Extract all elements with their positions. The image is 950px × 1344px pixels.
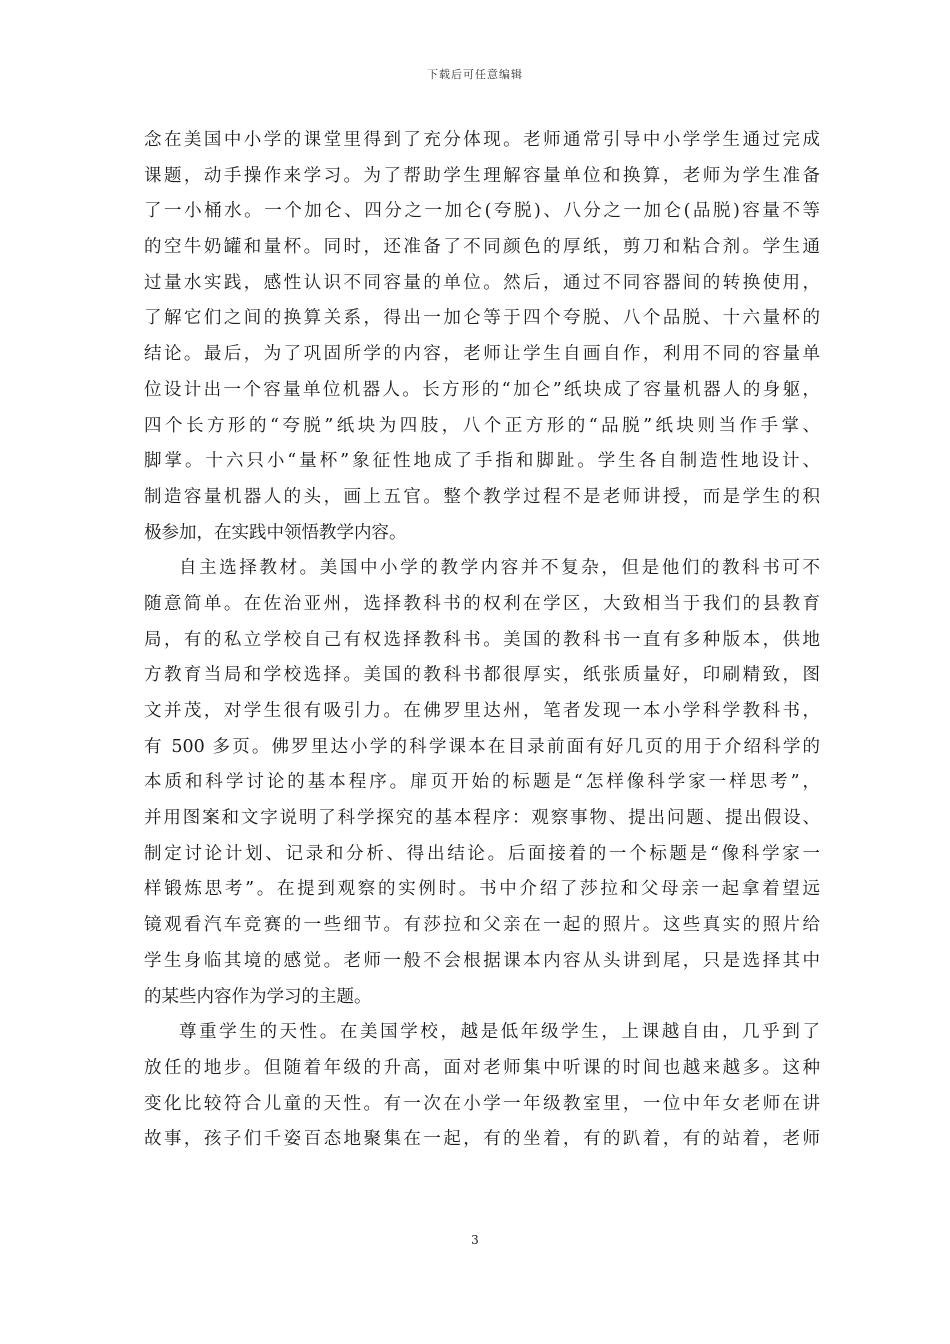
- paragraph: [144, 551, 820, 1015]
- text-line: 学生身临其境的感觉。老师一般不会根据课本内容从头讲到尾，只是选择其中: [144, 950, 820, 971]
- text-line: 故事，孩子们千姿百态地聚集在一起，有的坐着，有的趴着，有的站着，老师: [144, 1129, 820, 1150]
- text-line: 了解它们之间的换算关系，得出一加仑等于四个夸脱、八个品脱、十六量杯的: [144, 308, 820, 329]
- text-line: 制定讨论计划、记录和分析、得出结论。后面接着的一个标题是“像科学家一: [144, 843, 820, 864]
- body-text: [144, 123, 820, 1158]
- text-line: 局，有的私立学校自己有权选择教科书。美国的教科书一直有多种版本，供地: [144, 629, 820, 650]
- text-line: 有 500 多页。佛罗里达小学的科学课本在目录前面有好几页的用于介绍科学的: [144, 736, 820, 757]
- text-line: 随意简单。在佐治亚州，选择教科书的权利在学区，大致相当于我们的县教育: [144, 593, 820, 614]
- text-line: 制造容量机器人的头，画上五官。整个教学过程不是老师讲授，而是学生的积: [144, 486, 820, 507]
- text-line: 脚掌。十六只小“量杯”象征性地成了手指和脚趾。学生各自制造性地设计、: [144, 451, 820, 472]
- paragraph: [144, 1015, 820, 1158]
- text-line: 样锻炼思考”。在提到观察的实例时。书中介绍了莎拉和父母亲一起拿着望远: [144, 879, 820, 900]
- text-line: 本质和科学讨论的基本程序。扉页开始的标题是“怎样像科学家一样思考”，: [144, 772, 820, 793]
- text-line: 自主选择教材。美国中小学的教学内容并不复杂，但是他们的教科书可不: [179, 558, 820, 579]
- text-line: 方教育当局和学校选择。美国的教科书都很厚实，纸张质量好，印刷精致，图: [144, 665, 820, 686]
- page-header: 下载后可任意编辑: [427, 68, 523, 81]
- text-line: 的某些内容作为学习的主题。: [144, 986, 372, 1007]
- paragraph: [144, 123, 820, 551]
- text-line: 并用图案和文字说明了科学探究的基本程序：观察事物、提出问题、提出假设、: [144, 808, 820, 829]
- text-line: 位设计出一个容量单位机器人。长方形的“加仑”纸块成了容量机器人的身躯，: [144, 379, 820, 400]
- text-line: 文并茂，对学生很有吸引力。在佛罗里达州，笔者发现一本小学科学教科书，: [144, 701, 820, 721]
- page-number: 3: [471, 1233, 479, 1247]
- text-line: 的空牛奶罐和量杯。同时，还准备了不同颜色的厚纸，剪刀和粘合剂。学生通: [144, 237, 820, 258]
- text-line: 放任的地步。但随着年级的升高，面对老师集中听课的时间也越来越多。这种: [144, 1057, 820, 1078]
- text-line: 过量水实践，感性认识不同容量的单位。然后，通过不同容器间的转换使用，: [144, 272, 820, 293]
- text-line: 镜观看汽车竞赛的一些细节。有莎拉和父亲在一起的照片。这些真实的照片给: [144, 915, 820, 936]
- text-line: 变化比较符合儿童的天性。有一次在小学一年级教室里，一位中年女老师在讲: [144, 1093, 820, 1114]
- text-line: 结论。最后，为了巩固所学的内容，老师让学生自画自作，利用不同的容量单: [144, 344, 820, 365]
- text-line: 尊重学生的天性。在美国学校，越是低年级学生，上课越自由，几乎到了: [179, 1022, 820, 1043]
- text-line: 课题，动手操作来学习。为了帮助学生理解容量单位和换算，老师为学生准备: [144, 165, 820, 186]
- text-line: 极参加，在实践中领悟教学内容。: [144, 522, 407, 543]
- text-line: 了一小桶水。一个加仑、四分之一加仑(夸脱)、八分之一加仑(品脱)容量不等: [144, 201, 820, 222]
- text-line: 四个长方形的“夸脱”纸块为四肢，八个正方形的“品脱”纸块则当作手掌、: [144, 415, 820, 436]
- text-line: 念在美国中小学的课堂里得到了充分体现。老师通常引导中小学学生通过完成: [144, 130, 820, 150]
